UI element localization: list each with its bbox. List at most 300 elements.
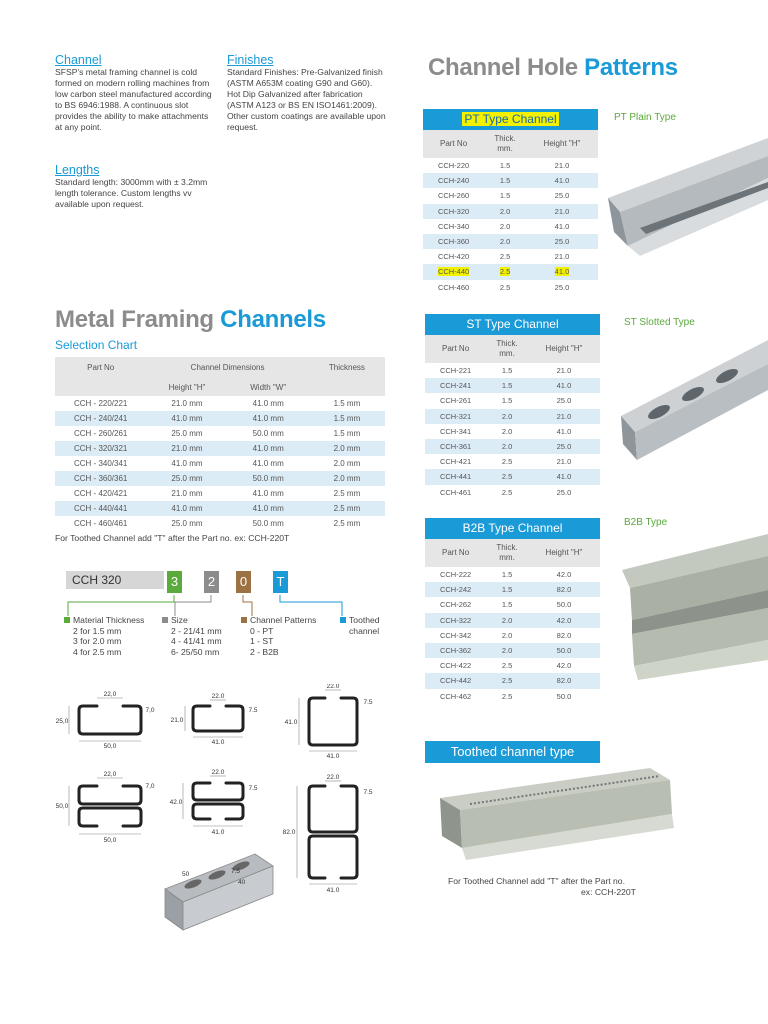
pt-cell-text: 2.5: [499, 252, 511, 262]
th-height: Height "H": [168, 382, 206, 392]
pt-cell: [423, 173, 484, 188]
b2b-cell-text: 2.0: [501, 630, 513, 640]
b2b-cell-text: CCH-242: [439, 585, 472, 595]
pt-cell: [484, 188, 526, 203]
d5-height-dim: 42.0: [169, 799, 183, 806]
b2b-cell-text: 42.0: [556, 570, 572, 580]
selection-row: [55, 396, 385, 411]
d4-lip-dim: 7,0: [145, 783, 155, 790]
st-cell-text: 2.0: [501, 411, 513, 421]
pt-row: [423, 234, 598, 249]
pt-cell-text: 2.0: [499, 237, 511, 247]
pt-h-thick: Thick. mm.: [484, 130, 526, 158]
selection-cell: 41.0 mm: [252, 414, 284, 423]
pt-cell-text: 41.0: [554, 176, 570, 186]
pt-cell-text: 41.0: [554, 267, 570, 277]
b2b-cell-text: 2.0: [501, 646, 513, 656]
d4-top-dim: 22,0: [103, 771, 117, 778]
d5-lip-dim: 7.5: [248, 785, 258, 792]
b2b-cell-text: CCH-462: [439, 691, 472, 701]
pt-cell: [423, 219, 484, 234]
b2b-cell: [486, 658, 528, 673]
selection-cell: 50.0 mm: [252, 474, 284, 483]
pt-row: [423, 204, 598, 219]
pt-row: [423, 264, 598, 279]
pt-cell-text: CCH-460: [437, 282, 470, 292]
st-cell: [425, 424, 486, 439]
legend-size-title: Size: [171, 615, 188, 625]
drawing-b2b-41-top: [193, 783, 243, 800]
b2b-cell-text: 1.5: [501, 585, 513, 595]
selection-cell: 2.0 mm: [333, 474, 361, 483]
pt-cell-text: 21.0: [554, 161, 570, 171]
selection-cell: CCH - 460/461: [74, 519, 128, 528]
b2b-cell: [528, 567, 600, 582]
st-cell-text: CCH-321: [439, 411, 472, 421]
b2b-cell-text: 2.5: [501, 691, 513, 701]
st-cell: [425, 393, 486, 408]
d3-height-dim: 41.0: [284, 719, 298, 726]
st-cell-text: CCH-441: [439, 472, 472, 482]
slot-dim-a: 50: [182, 871, 190, 878]
st-cell: [486, 409, 528, 424]
b2b-row: [425, 597, 600, 612]
st-row: [425, 454, 600, 469]
legend-toothed-2: channel: [349, 625, 380, 636]
pt-cell-text: CCH-220: [437, 161, 470, 171]
pt-cell-text: CCH-340: [437, 221, 470, 231]
d1-height-dim: 25,0: [55, 718, 69, 725]
drawing-b2b-82-top: [309, 786, 357, 832]
hole-patterns-title-blue: Patterns: [584, 54, 678, 81]
profile-drawings: [55, 684, 395, 934]
st-cell: [425, 469, 486, 484]
d2-top-dim: 22.0: [211, 693, 225, 700]
st-cell: [528, 485, 600, 500]
slot-dim-b: 7.5: [231, 868, 241, 875]
finishes-text: Standard Finishes: Pre-Galvanized finish (ASTM A653M coating G90 and G60). Hot Dip Galvanized after fabrication (ASTM A123 or BS EN ISO1461:2009). Other custom coatings are available upon request.: [227, 67, 386, 132]
st-h-thick: Thick. mm.: [486, 335, 528, 363]
st-h-part: Part No: [425, 335, 486, 363]
code-digit-toothed: T: [273, 571, 288, 593]
pt-cell: [484, 280, 526, 295]
st-row: [425, 393, 600, 408]
legend-thickness-3: 4 for 2.5 mm: [73, 646, 122, 657]
selection-cell: 41.0 mm: [252, 399, 284, 408]
b2b-cell-text: 82.0: [556, 630, 572, 640]
pt-cell: [526, 234, 598, 249]
selection-cell: 50.0 mm: [252, 429, 284, 438]
selection-row: [55, 456, 385, 471]
st-cell-text: 21.0: [556, 366, 572, 376]
selection-cell: CCH - 320/321: [74, 444, 128, 453]
pt-cell: [484, 173, 526, 188]
pt-cell-text: 1.5: [499, 191, 511, 201]
b2b-cell-text: 42.0: [556, 615, 572, 625]
drawing-pt-41x21-shape: [193, 706, 243, 731]
channel-section: [55, 53, 215, 133]
st-cell-text: 2.0: [501, 442, 513, 452]
legend-toothed-title: Toothed: [349, 615, 380, 625]
st-cell: [486, 424, 528, 439]
toothed-note: For Toothed Channel add "T" after the Part no. ex: CCH-220T: [55, 533, 290, 543]
b2b-cell: [528, 689, 600, 704]
legend-pattern-3: 2 - B2B: [250, 646, 279, 657]
b2b-h-thick: Thick. mm.: [486, 539, 528, 567]
finishes-section: [227, 53, 387, 133]
b2b-cell: [528, 582, 600, 597]
st-cell: [528, 393, 600, 408]
d4-width-dim: 50,0: [103, 837, 117, 844]
b2b-caption: B2B Type: [624, 517, 668, 528]
b2b-table: [425, 518, 600, 704]
st-table: [425, 314, 600, 500]
b2b-row: [425, 567, 600, 582]
pt-cell: [526, 204, 598, 219]
toothed-note-2: ex: CCH-220T: [581, 887, 636, 897]
b2b-h-part: Part No: [425, 539, 486, 567]
pt-cell-text: 2.0: [499, 206, 511, 216]
st-cell: [486, 469, 528, 484]
b2b-cell-text: 1.5: [501, 600, 513, 610]
pt-cell-text: 1.5: [499, 161, 511, 171]
selection-cell: 2.0 mm: [333, 459, 361, 468]
selection-cell: CCH - 360/361: [74, 474, 128, 483]
b2b-cell: [486, 567, 528, 582]
pt-cell-text: CCH-440: [437, 267, 470, 277]
selection-cell: 41.0 mm: [252, 489, 284, 498]
b2b-row: [425, 628, 600, 643]
st-cell-text: CCH-221: [439, 366, 472, 376]
pt-cell: [423, 249, 484, 264]
b2b-row: [425, 613, 600, 628]
drawing-b2b-41-bottom: [193, 804, 243, 819]
st-cell: [486, 378, 528, 393]
pt-caption: PT Plain Type: [614, 112, 676, 123]
st-cell: [486, 363, 528, 378]
pt-cell-text: CCH-320: [437, 206, 470, 216]
b2b-cell-text: CCH-262: [439, 600, 472, 610]
lengths-section: [55, 163, 215, 210]
b2b-cell: [528, 628, 600, 643]
selection-cell: 21.0 mm: [171, 489, 203, 498]
pt-cell: [484, 264, 526, 279]
lengths-text: Standard length: 3000mm with ± 3.2mm length tolerance. Custom lengths vv available upon request.: [55, 177, 208, 209]
selection-table: [55, 357, 385, 531]
legend-size-2: 4 - 41/41 mm: [171, 636, 222, 646]
selection-cell: CCH - 440/441: [74, 504, 128, 513]
pt-cell: [526, 280, 598, 295]
st-cell-text: CCH-341: [439, 426, 472, 436]
selection-row: [55, 411, 385, 426]
legend-pattern-1: 0 - PT: [250, 625, 274, 636]
b2b-cell-text: CCH-322: [439, 615, 472, 625]
d5-top-dim: 22.0: [211, 769, 225, 776]
pt-row: [423, 173, 598, 188]
st-row: [425, 424, 600, 439]
selection-row: [55, 471, 385, 486]
b2b-cell: [425, 658, 486, 673]
st-cell-text: 1.5: [501, 381, 513, 391]
b2b-cell: [425, 567, 486, 582]
pt-cell: [526, 264, 598, 279]
pt-cell: [423, 234, 484, 249]
b2b-cell: [425, 582, 486, 597]
code-base: CCH 320: [66, 571, 164, 589]
st-row: [425, 363, 600, 378]
st-cell: [486, 485, 528, 500]
b2b-cell-text: 82.0: [556, 585, 572, 595]
st-cell: [528, 409, 600, 424]
st-cell-text: 21.0: [556, 457, 572, 467]
st-caption: ST Slotted Type: [624, 317, 695, 328]
st-cell-text: 1.5: [501, 396, 513, 406]
st-row: [425, 469, 600, 484]
drawing-b2b-82-bottom: [309, 836, 357, 878]
selection-title: [55, 306, 326, 334]
b2b-cell-text: 2.0: [501, 615, 513, 625]
b2b-row: [425, 582, 600, 597]
slotted-channel-sketch: [165, 854, 273, 930]
st-cell: [486, 393, 528, 408]
toothed-channel-image: [440, 768, 690, 860]
b2b-cell: [528, 673, 600, 688]
pt-channel-image: [600, 128, 768, 258]
b2b-channel-image: [618, 530, 768, 680]
b2b-cell: [425, 613, 486, 628]
selection-cell: CCH - 240/241: [74, 414, 128, 423]
channel-text: SFSP's metal framing channel is cold formed on modern rolling machines from low carbon steel manufactured according to BS 6946:1988. A continuous slot provides the ability to make attachments at any point.: [55, 67, 212, 132]
b2b-cell-text: CCH-222: [439, 570, 472, 580]
d1-top-dim: 22,0: [103, 691, 117, 698]
pt-cell: [423, 280, 484, 295]
pt-cell: [423, 158, 484, 173]
pt-cell: [526, 173, 598, 188]
b2b-cell: [425, 628, 486, 643]
b2b-cell-text: CCH-362: [439, 646, 472, 656]
legend-thickness-2: 3 for 2.0 mm: [73, 636, 122, 646]
b2b-cell: [486, 643, 528, 658]
st-cell-text: 41.0: [556, 426, 572, 436]
b2b-cell-text: CCH-442: [439, 676, 472, 686]
selection-cell: 25.0 mm: [171, 429, 203, 438]
st-cell: [425, 485, 486, 500]
drawing-pt-41x41-shape: [309, 698, 357, 745]
b2b-cell: [486, 628, 528, 643]
finishes-heading: Finishes: [227, 53, 274, 67]
st-cell-text: CCH-241: [439, 381, 472, 391]
selection-cell: 2.5 mm: [333, 504, 361, 513]
pt-cell: [526, 219, 598, 234]
pt-cell-text: 2.0: [499, 221, 511, 231]
st-cell: [528, 454, 600, 469]
st-row: [425, 439, 600, 454]
st-cell-text: 25.0: [556, 396, 572, 406]
b2b-cell-text: 1.5: [501, 570, 513, 580]
b2b-cell: [528, 643, 600, 658]
pt-cell-text: 1.5: [499, 176, 511, 186]
selection-cell: 2.0 mm: [333, 444, 361, 453]
pt-cell-text: 25.0: [554, 191, 570, 201]
pt-cell: [484, 234, 526, 249]
th-thickness: Thickness: [328, 363, 365, 372]
pt-cell: [526, 188, 598, 203]
selection-row: [55, 486, 385, 501]
toothed-note-1: For Toothed Channel add "T" after the Part no.: [448, 876, 625, 886]
toothed-title: Toothed channel type: [425, 741, 600, 763]
st-cell: [425, 454, 486, 469]
b2b-cell: [528, 613, 600, 628]
st-cell: [486, 454, 528, 469]
d2-height-dim: 21.0: [170, 717, 184, 724]
d3-lip-dim: 7.5: [363, 699, 373, 706]
selection-row: [55, 441, 385, 456]
b2b-h-height: Height "H": [528, 539, 600, 567]
st-cell: [425, 363, 486, 378]
code-digit-size: 2: [204, 571, 219, 593]
selection-cell: 25.0 mm: [171, 519, 203, 528]
hole-patterns-title: [428, 54, 678, 82]
pt-row: [423, 249, 598, 264]
drawing-pt-50-shape: [79, 706, 141, 734]
st-cell-text: 41.0: [556, 381, 572, 391]
pt-cell-text: 21.0: [554, 206, 570, 216]
selection-subtitle: Selection Chart: [55, 338, 138, 352]
b2b-cell-text: 82.0: [556, 676, 572, 686]
pt-row: [423, 219, 598, 234]
d5-width-dim: 41.0: [211, 829, 225, 836]
b2b-cell-text: 50.0: [556, 691, 572, 701]
b2b-row: [425, 673, 600, 688]
legend-thickness: [64, 615, 144, 657]
d6-lip-dim: 7.5: [363, 789, 373, 796]
pt-cell: [484, 158, 526, 173]
drawing-b2b-50-bottom: [79, 808, 141, 826]
b2b-cell-text: 50.0: [556, 646, 572, 656]
st-cell: [425, 409, 486, 424]
pt-cell-text: 25.0: [554, 237, 570, 247]
d1-width-dim: 50,0: [103, 743, 117, 750]
selection-cell: 2.5 mm: [333, 489, 361, 498]
selection-cell: 41.0 mm: [171, 504, 203, 513]
selection-cell: 21.0 mm: [171, 444, 203, 453]
st-cell-text: 2.5: [501, 457, 513, 467]
st-title: ST Type Channel: [425, 314, 600, 335]
selection-cell: 41.0 mm: [171, 414, 203, 423]
b2b-cell: [486, 689, 528, 704]
legend-pattern: [241, 615, 316, 657]
selection-cell: 1.5 mm: [333, 414, 361, 423]
code-digit-pattern: 0: [236, 571, 251, 593]
st-cell-text: CCH-261: [439, 396, 472, 406]
channel-heading: Channel: [55, 53, 102, 67]
pt-h-height: Height "H": [526, 130, 598, 158]
pt-table: [423, 109, 598, 295]
selection-title-gray: Metal Framing: [55, 306, 221, 333]
st-cell: [528, 469, 600, 484]
d6-top-dim: 22.0: [326, 774, 340, 781]
selection-cell: 25.0 mm: [171, 474, 203, 483]
b2b-cell-text: CCH-422: [439, 661, 472, 671]
st-cell: [425, 378, 486, 393]
b2b-cell: [486, 582, 528, 597]
selection-cell: CCH - 260/261: [74, 429, 128, 438]
pt-cell: [484, 204, 526, 219]
pt-cell: [423, 188, 484, 203]
b2b-cell: [425, 597, 486, 612]
pt-cell: [423, 264, 484, 279]
b2b-cell: [486, 597, 528, 612]
selection-cell: 50.0 mm: [252, 519, 284, 528]
selection-cell: 21.0 mm: [171, 399, 203, 408]
d4-height-dim: 50,0: [55, 803, 69, 810]
b2b-cell: [425, 673, 486, 688]
st-cell-text: CCH-421: [439, 457, 472, 467]
slot-dim-c: 40: [238, 879, 246, 886]
selection-cell: CCH - 420/421: [74, 489, 128, 498]
pt-cell-text: 21.0: [554, 252, 570, 262]
st-cell: [528, 363, 600, 378]
b2b-cell: [425, 643, 486, 658]
th-part-no: Part No: [87, 363, 115, 372]
st-cell: [486, 439, 528, 454]
st-cell: [528, 439, 600, 454]
d3-width-dim: 41.0: [326, 753, 340, 760]
b2b-cell-text: CCH-342: [439, 630, 472, 640]
th-dims: Channel Dimensions: [190, 363, 265, 372]
selection-cell: 41.0 mm: [171, 459, 203, 468]
st-cell-text: 2.0: [501, 426, 513, 436]
b2b-cell-text: 2.5: [501, 676, 513, 686]
b2b-cell: [486, 613, 528, 628]
b2b-cell: [425, 689, 486, 704]
pt-h-part: Part No: [423, 130, 484, 158]
selection-cell: CCH - 220/221: [74, 399, 128, 408]
pt-cell-text: 41.0: [554, 221, 570, 231]
st-cell-text: 25.0: [556, 442, 572, 452]
b2b-cell: [528, 658, 600, 673]
pt-cell-text: CCH-360: [437, 237, 470, 247]
st-cell: [528, 378, 600, 393]
b2b-row: [425, 689, 600, 704]
st-channel-image: [615, 320, 768, 470]
selection-row: [55, 426, 385, 441]
b2b-cell-text: 50.0: [556, 600, 572, 610]
b2b-row: [425, 658, 600, 673]
st-cell-text: CCH-361: [439, 442, 472, 452]
st-cell-text: CCH-461: [439, 487, 472, 497]
d1-lip-dim: 7,0: [145, 707, 155, 714]
selection-cell: CCH - 340/341: [74, 459, 128, 468]
selection-cell: 41.0 mm: [252, 444, 284, 453]
b2b-cell-text: 2.5: [501, 661, 513, 671]
selection-cell: 1.5 mm: [333, 429, 361, 438]
pt-title: PT Type Channel: [464, 112, 557, 126]
legend-thickness-1: 2 for 1.5 mm: [73, 625, 122, 636]
pt-cell-text: CCH-240: [437, 176, 470, 186]
st-cell-text: 2.5: [501, 472, 513, 482]
selection-cell: 2.5 mm: [333, 519, 361, 528]
d3-top-dim: 22.0: [326, 684, 340, 690]
pt-cell: [526, 158, 598, 173]
pt-cell-text: 2.5: [499, 282, 511, 292]
selection-cell: 1.5 mm: [333, 399, 361, 408]
b2b-cell: [486, 673, 528, 688]
d2-lip-dim: 7.5: [248, 707, 258, 714]
drawing-b2b-50-top: [79, 786, 141, 804]
pt-cell: [484, 219, 526, 234]
st-cell: [528, 424, 600, 439]
